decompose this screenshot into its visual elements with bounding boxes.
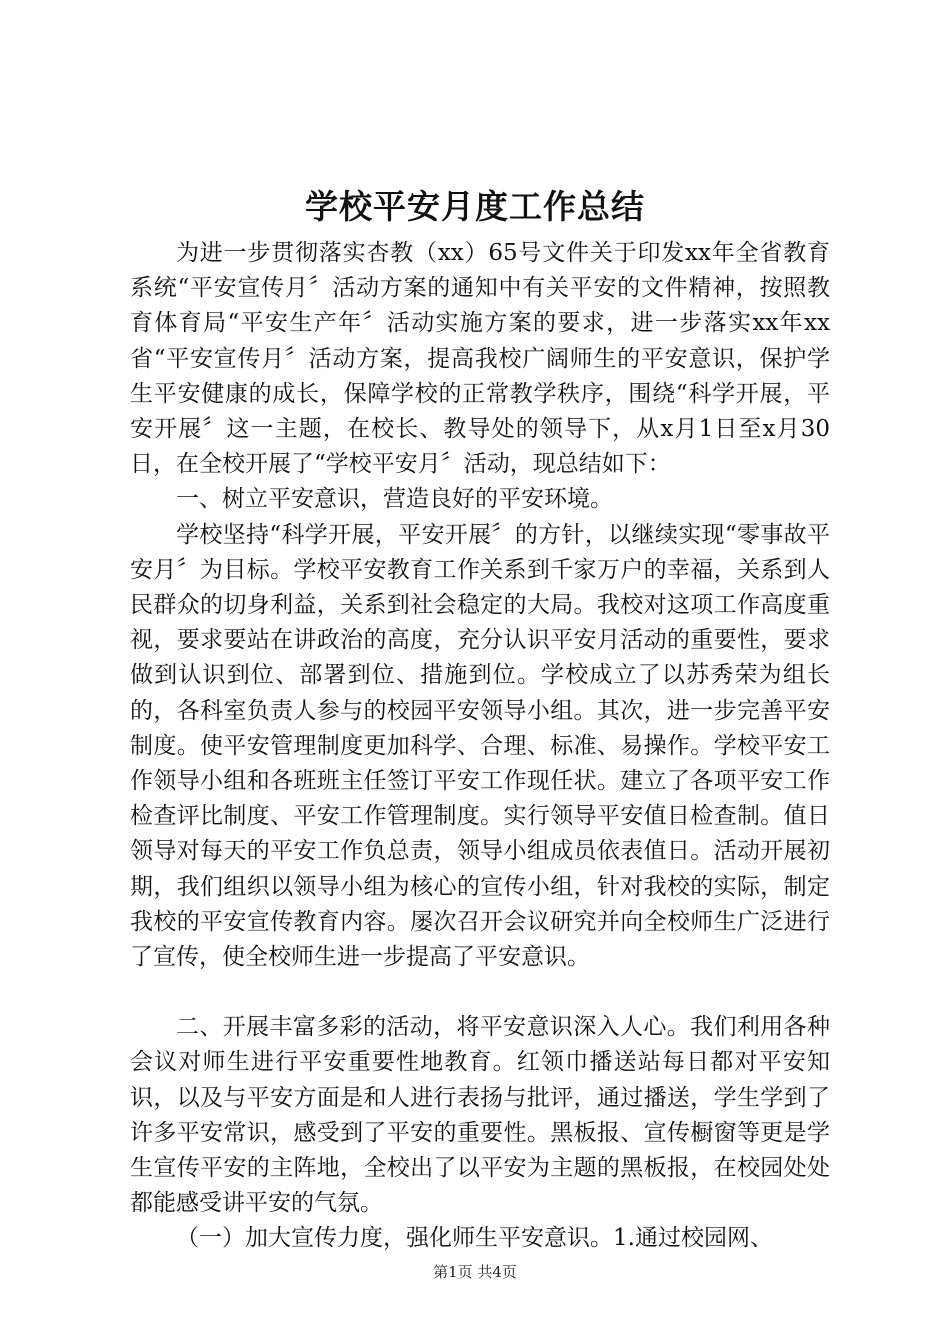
paragraph-section-1: 学校坚持“科学开展，平安开展〞的方针，以继续实现“零事故平安月〞为目标。学校平安教育工作关系到千家万户的幸福，关系到人民群众的切身利益，关系到社会稳定的大局。我校对这项工作高度重视，要求要站在讲政治的高度，充分认识平安月活动的重要性，要求做到认识到位、部署到位、措施到位。学校成立了以苏秀荣为组长的，各科室负责人参与的校园平安领导小组。其次，进一步完善平安制度。使平安管理制度更加科学、合理、标准、易操作。学校平安工作领导小组和各班班主任签订平安工作现任状。建立了各项平安工作检查评比制度、平安工作管理制度。实行领导平安值日检查制。值日领导对每天的平安工作负总责，领导小组成员依表值日。活动开展初期，我们组织以领导小组为核心的宣传小组，针对我校的实际，制定我校的平安宣传教育内容。屡次召开会议研究并向全校师生广泛进行了宣传，使全校师生进一步提高了平安意识。 <box>130 521 830 971</box>
paragraph-section-2: 二、开展丰富多彩的活动，将平安意识深入人心。我们利用各种会议对师生进行平安重要性地教育。红领巾播送站每日都对平安知识，以及与平安方面是和人进行表扬与批评，通过播送，学生学到了许多平安常识，感受到了平安的重要性。黑板报、宣传橱窗等更是学生宣传平安的主阵地，全校出了以平安为主题的黑板报，在校园处处都能感受讲平安的气氛。 <box>130 1014 830 1217</box>
page-footer: 第1页 共4页 <box>433 1263 517 1281</box>
paragraph-intro: 为进一步贯彻落实杏教（xx）65号文件关于印发xx年全省教育系统“平安宣传月〞活动方案的通知中有关平安的文件精神，按照教育体育局“平安生产年〞活动实施方案的要求，进一步落实xx年xx省“平安宣传月〞活动方案，提高我校广阔师生的平安意识，保护学生平安健康的成长，保障学校的正常教学秩序，围绕“科学开展，平安开展〞这一主题，在校长、教导处的领导下，从x月1日至x月30日，在全校开展了“学校平安月〞活动，现总结如下： <box>130 240 830 478</box>
heading-section-1: 一、树立平安意识，营造良好的平安环境。 <box>176 486 613 513</box>
page-title: 学校平安月度工作总结 <box>305 187 645 226</box>
paragraph-subsection-1: （一）加大宣传力度，强化师生平安意识。1.通过校园网、 <box>176 1225 773 1252</box>
document-body <box>130 236 830 1257</box>
